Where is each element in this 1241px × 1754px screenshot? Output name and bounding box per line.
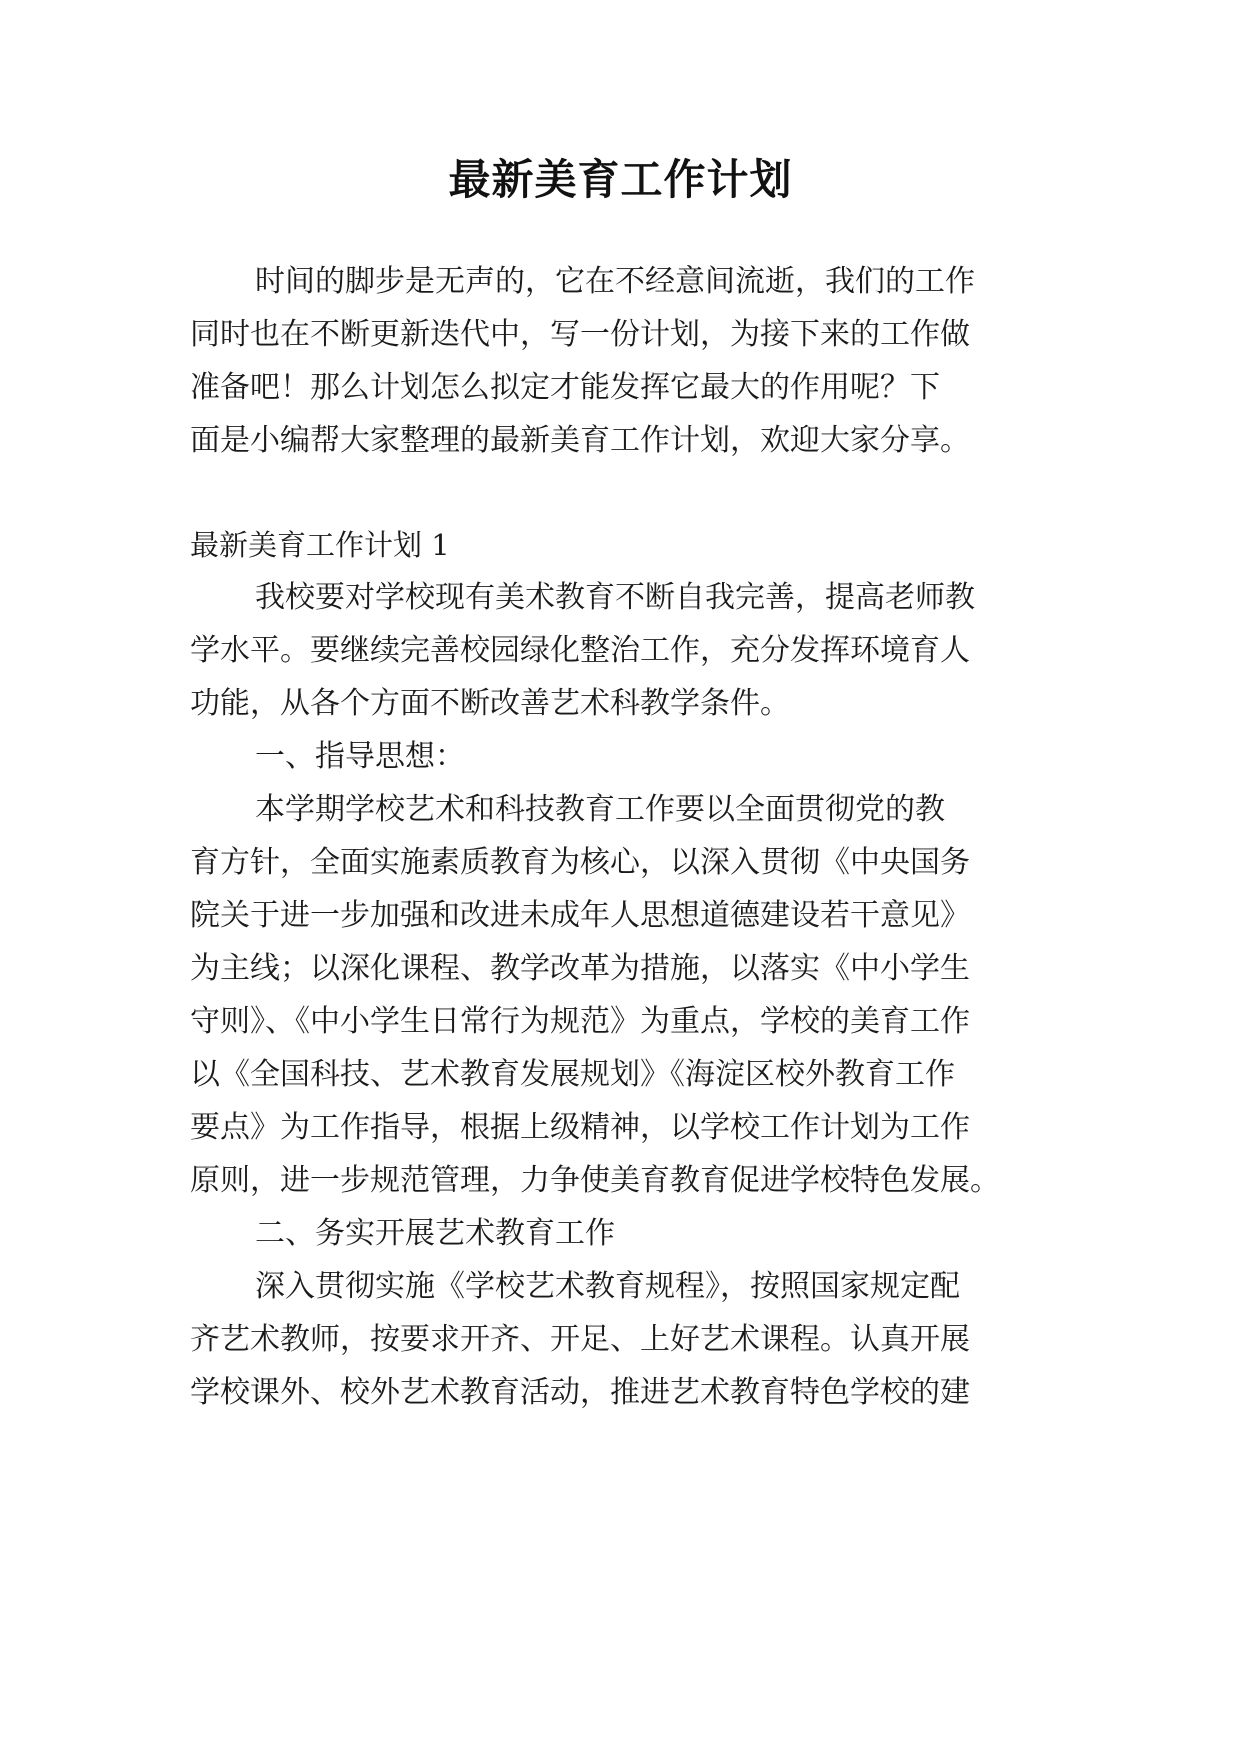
paragraph-line: 本学期学校艺术和科技教育工作要以全面贯彻党的教: [255, 792, 945, 827]
paragraph-line: 我校要对学校现有美术教育不断自我完善，提高老师教: [255, 580, 975, 615]
paragraph-line: 守则》、《中小学生日常行为规范》为重点，学校的美育工作: [190, 1004, 970, 1039]
subheading: 一、指导思想：: [255, 739, 465, 774]
paragraph-line: 为主线；以深化课程、教学改革为措施，以落实《中小学生: [190, 951, 970, 986]
intro-line: 同时也在不断更新迭代中，写一份计划，为接下来的工作做: [190, 317, 970, 352]
paragraph-line: 齐艺术教师，按要求开齐、开足、上好艺术课程。认真开展: [190, 1322, 970, 1357]
paragraph-line: 要点》为工作指导，根据上级精神，以学校工作计划为工作: [190, 1110, 970, 1145]
paragraph-line: 学校课外、校外艺术教育活动，推进艺术教育特色学校的建: [190, 1375, 970, 1410]
intro-line: 面是小编帮大家整理的最新美育工作计划，欢迎大家分享。: [190, 423, 970, 458]
paragraph-line: 院关于进一步加强和改进未成年人思想道德建设若干意见》: [190, 898, 970, 933]
paragraph-line: 学水平。要继续完善校园绿化整治工作，充分发挥环境育人: [190, 633, 970, 668]
paragraph-line: 以《全国科技、艺术教育发展规划》《海淀区校外教育工作: [190, 1057, 955, 1092]
subheading: 二、务实开展艺术教育工作: [255, 1216, 615, 1251]
paragraph-line: 功能，从各个方面不断改善艺术科教学条件。: [190, 686, 790, 721]
paragraph-line: 深入贯彻实施《学校艺术教育规程》，按照国家规定配: [255, 1269, 960, 1304]
paragraph-line: 育方针，全面实施素质教育为核心，以深入贯彻《中央国务: [190, 845, 970, 880]
intro-line: 时间的脚步是无声的，它在不经意间流逝，我们的工作: [255, 264, 975, 299]
intro-line: 准备吧！那么计划怎么拟定才能发挥它最大的作用呢？下: [190, 370, 940, 405]
section-heading: 最新美育工作计划 1: [190, 528, 450, 562]
paragraph-line: 原则，进一步规范管理，力争使美育教育促进学校特色发展。: [190, 1163, 1000, 1198]
document-title: 最新美育工作计划: [448, 155, 793, 204]
